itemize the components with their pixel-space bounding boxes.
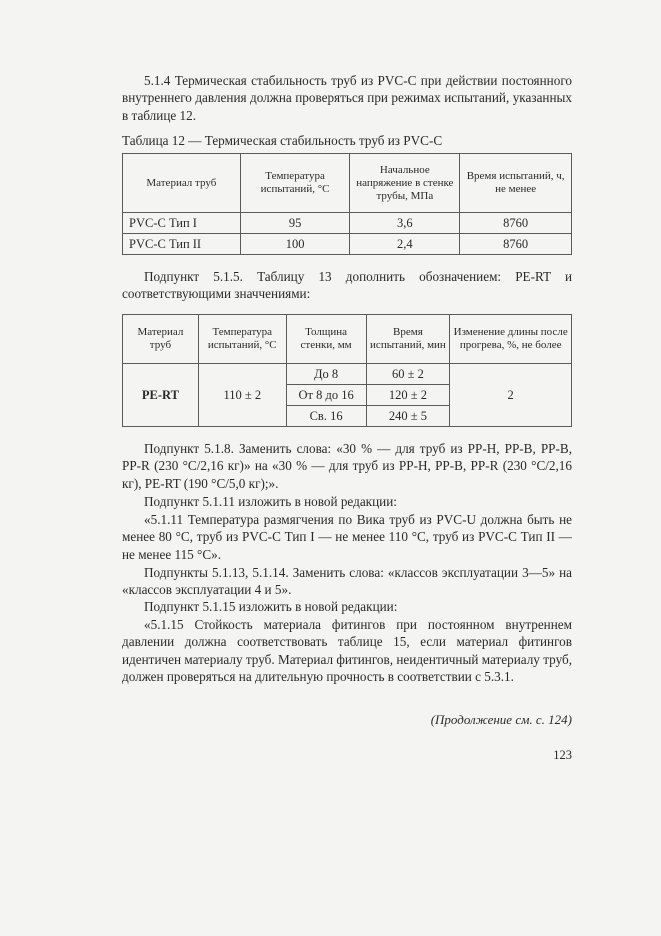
table-cell: 60 ± 2 [366,364,450,385]
table-cell: PVC-C Тип II [123,234,241,255]
table-header-cell: Материал труб [123,315,199,364]
table-cell: 2,4 [350,234,460,255]
table-cell: 120 ± 2 [366,385,450,406]
table-row [123,234,572,255]
table-header-cell: Температура испытаний, °С [198,315,286,364]
paragraph-5-1-4: 5.1.4 Термическая стабильность труб из PVC-C при действии постоянного внутреннего давления должна проверяться при режимах испытаний, указанных в таблице 12. [122,73,572,123]
paragraph-5-1-13: Подпункты 5.1.13, 5.1.14. Заменить слова: «классов эксплуатации 3—5» на «классов эксплуатации 4 и 5». [122,565,572,598]
table-cell: PVC-C Тип I [123,213,241,234]
table-header-row [123,154,572,213]
table-cell: 3,6 [350,213,460,234]
page-number: 123 [553,748,572,762]
table-header-cell: Толщина стенки, мм [286,315,366,364]
table-cell: 8760 [460,234,572,255]
paragraph-5-1-11-intro: Подпункт 5.1.11 изложить в новой редакции: [144,494,397,509]
table-header-row [123,315,572,364]
table-cell-change: 2 [450,364,572,427]
table-row [123,364,572,385]
table-cell: От 8 до 16 [286,385,366,406]
table-header-cell: Изменение длины после прогрева, %, не более [450,315,572,364]
table-cell: Св. 16 [286,406,366,427]
table-cell: До 8 [286,364,366,385]
continuation-note: (Продолжение см. с. 124) [430,712,572,727]
table-13 [122,314,572,427]
table-12-caption: Таблица 12 — Термическая стабильность труб из PVC-C [122,133,443,148]
table-12 [122,153,572,255]
paragraph-5-1-15-intro: Подпункт 5.1.15 изложить в новой редакции: [144,599,398,614]
table-cell: 100 [240,234,350,255]
paragraph-5-1-8: Подпункт 5.1.8. Заменить слова: «30 % — для труб из PP-H, PP-B, PP-B, PP-R (230 °С/2,16 кг)» на «30 % — для труб из PP-H, PP-B, PP-R (230 °С/2,16 кг), PE-RT (190 °С/5,0 кг);». [122,441,572,491]
paragraph-5-1-11: «5.1.11 Температура размягчения по Вика труб из PVC-U должна быть не менее 80 °С, труб из PVC-C Тип I — не менее 110 °С, труб из PVC-C Тип II — не менее 115 °С». [122,512,572,562]
table-cell: 240 ± 5 [366,406,450,427]
table-header-cell: Начальное напряжение в стенке трубы, МПа [350,154,460,213]
table-header-cell: Материал труб [123,154,241,213]
table-cell-temperature: 110 ± 2 [198,364,286,427]
table-cell: 95 [240,213,350,234]
table-header-cell: Время испытаний, мин [366,315,450,364]
paragraph-5-1-5: Подпункт 5.1.5. Таблицу 13 дополнить обозначением: PE-RT и соответствующими значчениями: [122,269,572,302]
table-header-cell: Температура испытаний, °С [240,154,350,213]
paragraph-5-1-15: «5.1.15 Стойкость материала фитингов при постоянном внутреннем давлении должна соответствовать таблице 15, если материал фитингов идентичен материалу труб. Материал фитингов, неидентичный материалу труб, должен проверяться на длительную прочность в соответствии с 5.3.1. [122,617,572,685]
table-cell: 8760 [460,213,572,234]
table-header-cell: Время испытаний, ч, не менее [460,154,572,213]
table-row [123,213,572,234]
table-cell-material: PE-RT [123,364,199,427]
